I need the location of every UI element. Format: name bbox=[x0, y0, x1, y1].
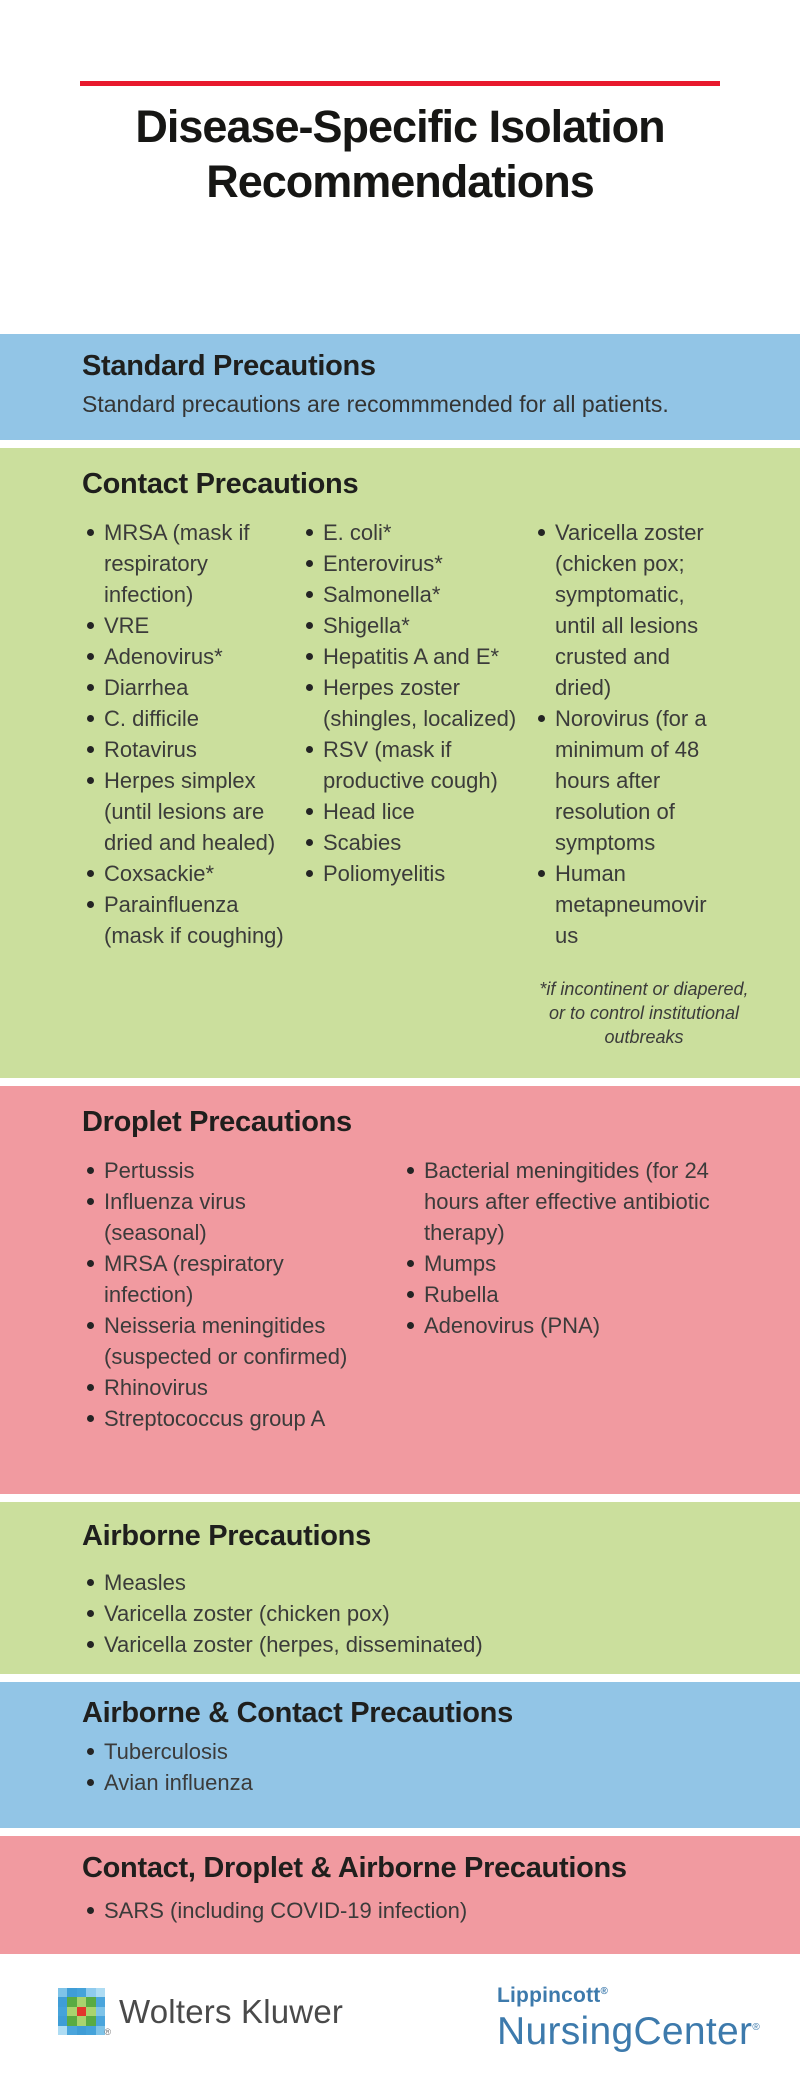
asterisk-footnote: *if incontinent or diapered, or to control institutional outbreaks bbox=[539, 979, 749, 1047]
globe-cell bbox=[67, 1988, 76, 1997]
list-item: Norovirus (for a minimum of 48 hours after resolution of symptoms bbox=[533, 703, 718, 858]
contact-column-1 bbox=[82, 517, 287, 1049]
section-droplet-precautions bbox=[0, 1086, 800, 1494]
list-item: Varicella zoster (chicken pox; symptomatic, until all lesions crusted and dried) bbox=[533, 517, 718, 703]
list-item: E. coli* bbox=[301, 517, 519, 548]
standard-precautions-heading: Standard Precautions bbox=[82, 350, 376, 382]
airborne-contact-heading: Airborne & Contact Precautions bbox=[82, 1697, 513, 1729]
list-item: Varicella zoster (herpes, disseminated) bbox=[82, 1629, 755, 1660]
list-item: VRE bbox=[82, 610, 287, 641]
page-title-line2: Recommendations bbox=[206, 156, 594, 207]
section-airborne-precautions bbox=[0, 1502, 800, 1674]
globe-cell bbox=[67, 1997, 76, 2006]
globe-cell bbox=[67, 2016, 76, 2025]
globe-cell bbox=[77, 1988, 86, 1997]
list-item: Hepatitis A and E* bbox=[301, 641, 519, 672]
contact-droplet-airborne-list bbox=[82, 1895, 755, 1926]
airborne-precautions-list bbox=[82, 1567, 755, 1660]
title-rule bbox=[80, 81, 720, 86]
section-contact-droplet-airborne-precautions bbox=[0, 1836, 800, 1954]
isolation-recommendations-poster bbox=[0, 81, 800, 2081]
wolters-kluwer-wordmark: Wolters Kluwer bbox=[119, 1992, 344, 2030]
list-item: SARS (including COVID-19 infection) bbox=[82, 1895, 755, 1926]
contact-column-3 bbox=[533, 501, 755, 1049]
nursingcenter-wordmark bbox=[497, 2010, 760, 2054]
nursingcenter-text: NursingCenter bbox=[496, 2010, 753, 2053]
droplet-column-1 bbox=[82, 1155, 352, 1434]
registered-mark: ® bbox=[752, 2022, 760, 2033]
list-item: Pertussis bbox=[82, 1155, 352, 1186]
list-item: Shigella* bbox=[301, 610, 519, 641]
page-title bbox=[0, 99, 800, 209]
list-item: Rotavirus bbox=[82, 734, 287, 765]
list-item: Herpes zoster (shingles, localized) bbox=[301, 672, 519, 734]
globe-cell bbox=[86, 1997, 95, 2006]
globe-mosaic bbox=[58, 1988, 105, 2035]
list-item: Rhinovirus bbox=[82, 1372, 352, 1403]
list-item: Adenovirus (PNA) bbox=[402, 1310, 755, 1341]
standard-precautions-subtitle: Standard precautions are recommmended for all patients. bbox=[82, 391, 669, 417]
list-item: Streptococcus group A bbox=[82, 1403, 352, 1434]
globe-cell bbox=[86, 2016, 95, 2025]
section-airborne-contact-precautions bbox=[0, 1682, 800, 1828]
list-item: MRSA (respiratory infection) bbox=[82, 1248, 352, 1310]
list-item: Coxsackie* bbox=[82, 858, 287, 889]
globe-cell bbox=[96, 1997, 105, 2006]
globe-cell bbox=[67, 2007, 76, 2016]
list-item: Human metapneumovirus bbox=[533, 858, 718, 951]
globe-cell bbox=[67, 2026, 76, 2035]
globe-cell bbox=[96, 2007, 105, 2016]
globe-cell bbox=[77, 2016, 86, 2025]
list-item: Parainfluenza (mask if coughing) bbox=[82, 889, 287, 951]
globe-cell bbox=[86, 2026, 95, 2035]
list-item: Rubella bbox=[402, 1279, 755, 1310]
page-title-line1: Disease-Specific Isolation bbox=[135, 101, 665, 152]
globe-cell bbox=[77, 2026, 86, 2035]
list-item: RSV (mask if productive cough) bbox=[301, 734, 519, 796]
lippincott-nursingcenter-logo bbox=[497, 1984, 760, 2054]
list-item: Head lice bbox=[301, 796, 519, 827]
poster-footer bbox=[0, 1962, 800, 2079]
wolters-kluwer-globe-icon bbox=[58, 1988, 111, 2037]
contact-column-2 bbox=[301, 517, 519, 1049]
list-item: Tuberculosis bbox=[82, 1736, 755, 1767]
globe-cell bbox=[96, 1988, 105, 1997]
airborne-contact-list bbox=[82, 1736, 755, 1798]
globe-cell bbox=[86, 1988, 95, 1997]
contact-droplet-airborne-heading: Contact, Droplet & Airborne Precautions bbox=[82, 1852, 627, 1884]
list-item: C. difficile bbox=[82, 703, 287, 734]
list-item: Varicella zoster (chicken pox) bbox=[82, 1598, 755, 1629]
list-item: Mumps bbox=[402, 1248, 755, 1279]
list-item: Measles bbox=[82, 1567, 755, 1598]
list-item: Neisseria meningitides (suspected or confirmed) bbox=[82, 1310, 352, 1372]
list-item: Herpes simplex (until lesions are dried and healed) bbox=[82, 765, 287, 858]
list-item: Enterovirus* bbox=[301, 548, 519, 579]
globe-cell bbox=[58, 2026, 67, 2035]
poster-header bbox=[0, 81, 800, 334]
registered-mark: ® bbox=[104, 2027, 111, 2037]
list-item: Diarrhea bbox=[82, 672, 287, 703]
list-item: Avian influenza bbox=[82, 1767, 755, 1798]
globe-cell bbox=[58, 1988, 67, 1997]
list-item: Poliomyelitis bbox=[301, 858, 519, 889]
contact-precautions-columns bbox=[82, 501, 755, 1049]
droplet-precautions-columns bbox=[82, 1139, 755, 1434]
globe-cell bbox=[58, 1997, 67, 2006]
droplet-precautions-heading: Droplet Precautions bbox=[82, 1106, 352, 1138]
section-standard-precautions bbox=[0, 334, 800, 440]
list-item: Scabies bbox=[301, 827, 519, 858]
list-item: Adenovirus* bbox=[82, 641, 287, 672]
list-item: MRSA (mask if respiratory infection) bbox=[82, 517, 287, 610]
globe-cell bbox=[77, 2007, 86, 2016]
lippincott-wordmark bbox=[497, 1984, 760, 2008]
lippincott-text: Lippincott bbox=[496, 1984, 601, 2007]
list-item: Salmonella* bbox=[301, 579, 519, 610]
contact-column-3-list bbox=[533, 517, 718, 951]
globe-cell bbox=[86, 2007, 95, 2016]
list-item: Bacterial meningitides (for 24 hours after effective antibiotic therapy) bbox=[402, 1155, 755, 1248]
globe-cell bbox=[96, 2016, 105, 2025]
wolters-kluwer-logo bbox=[58, 1988, 343, 2035]
globe-cell bbox=[58, 2007, 67, 2016]
airborne-precautions-heading: Airborne Precautions bbox=[82, 1520, 371, 1552]
globe-cell bbox=[58, 2016, 67, 2025]
contact-precautions-heading: Contact Precautions bbox=[82, 468, 359, 500]
list-item: Influenza virus (seasonal) bbox=[82, 1186, 352, 1248]
registered-mark: ® bbox=[600, 1986, 609, 1997]
globe-cell bbox=[77, 1997, 86, 2006]
droplet-column-2 bbox=[402, 1155, 755, 1434]
section-contact-precautions bbox=[0, 448, 800, 1078]
